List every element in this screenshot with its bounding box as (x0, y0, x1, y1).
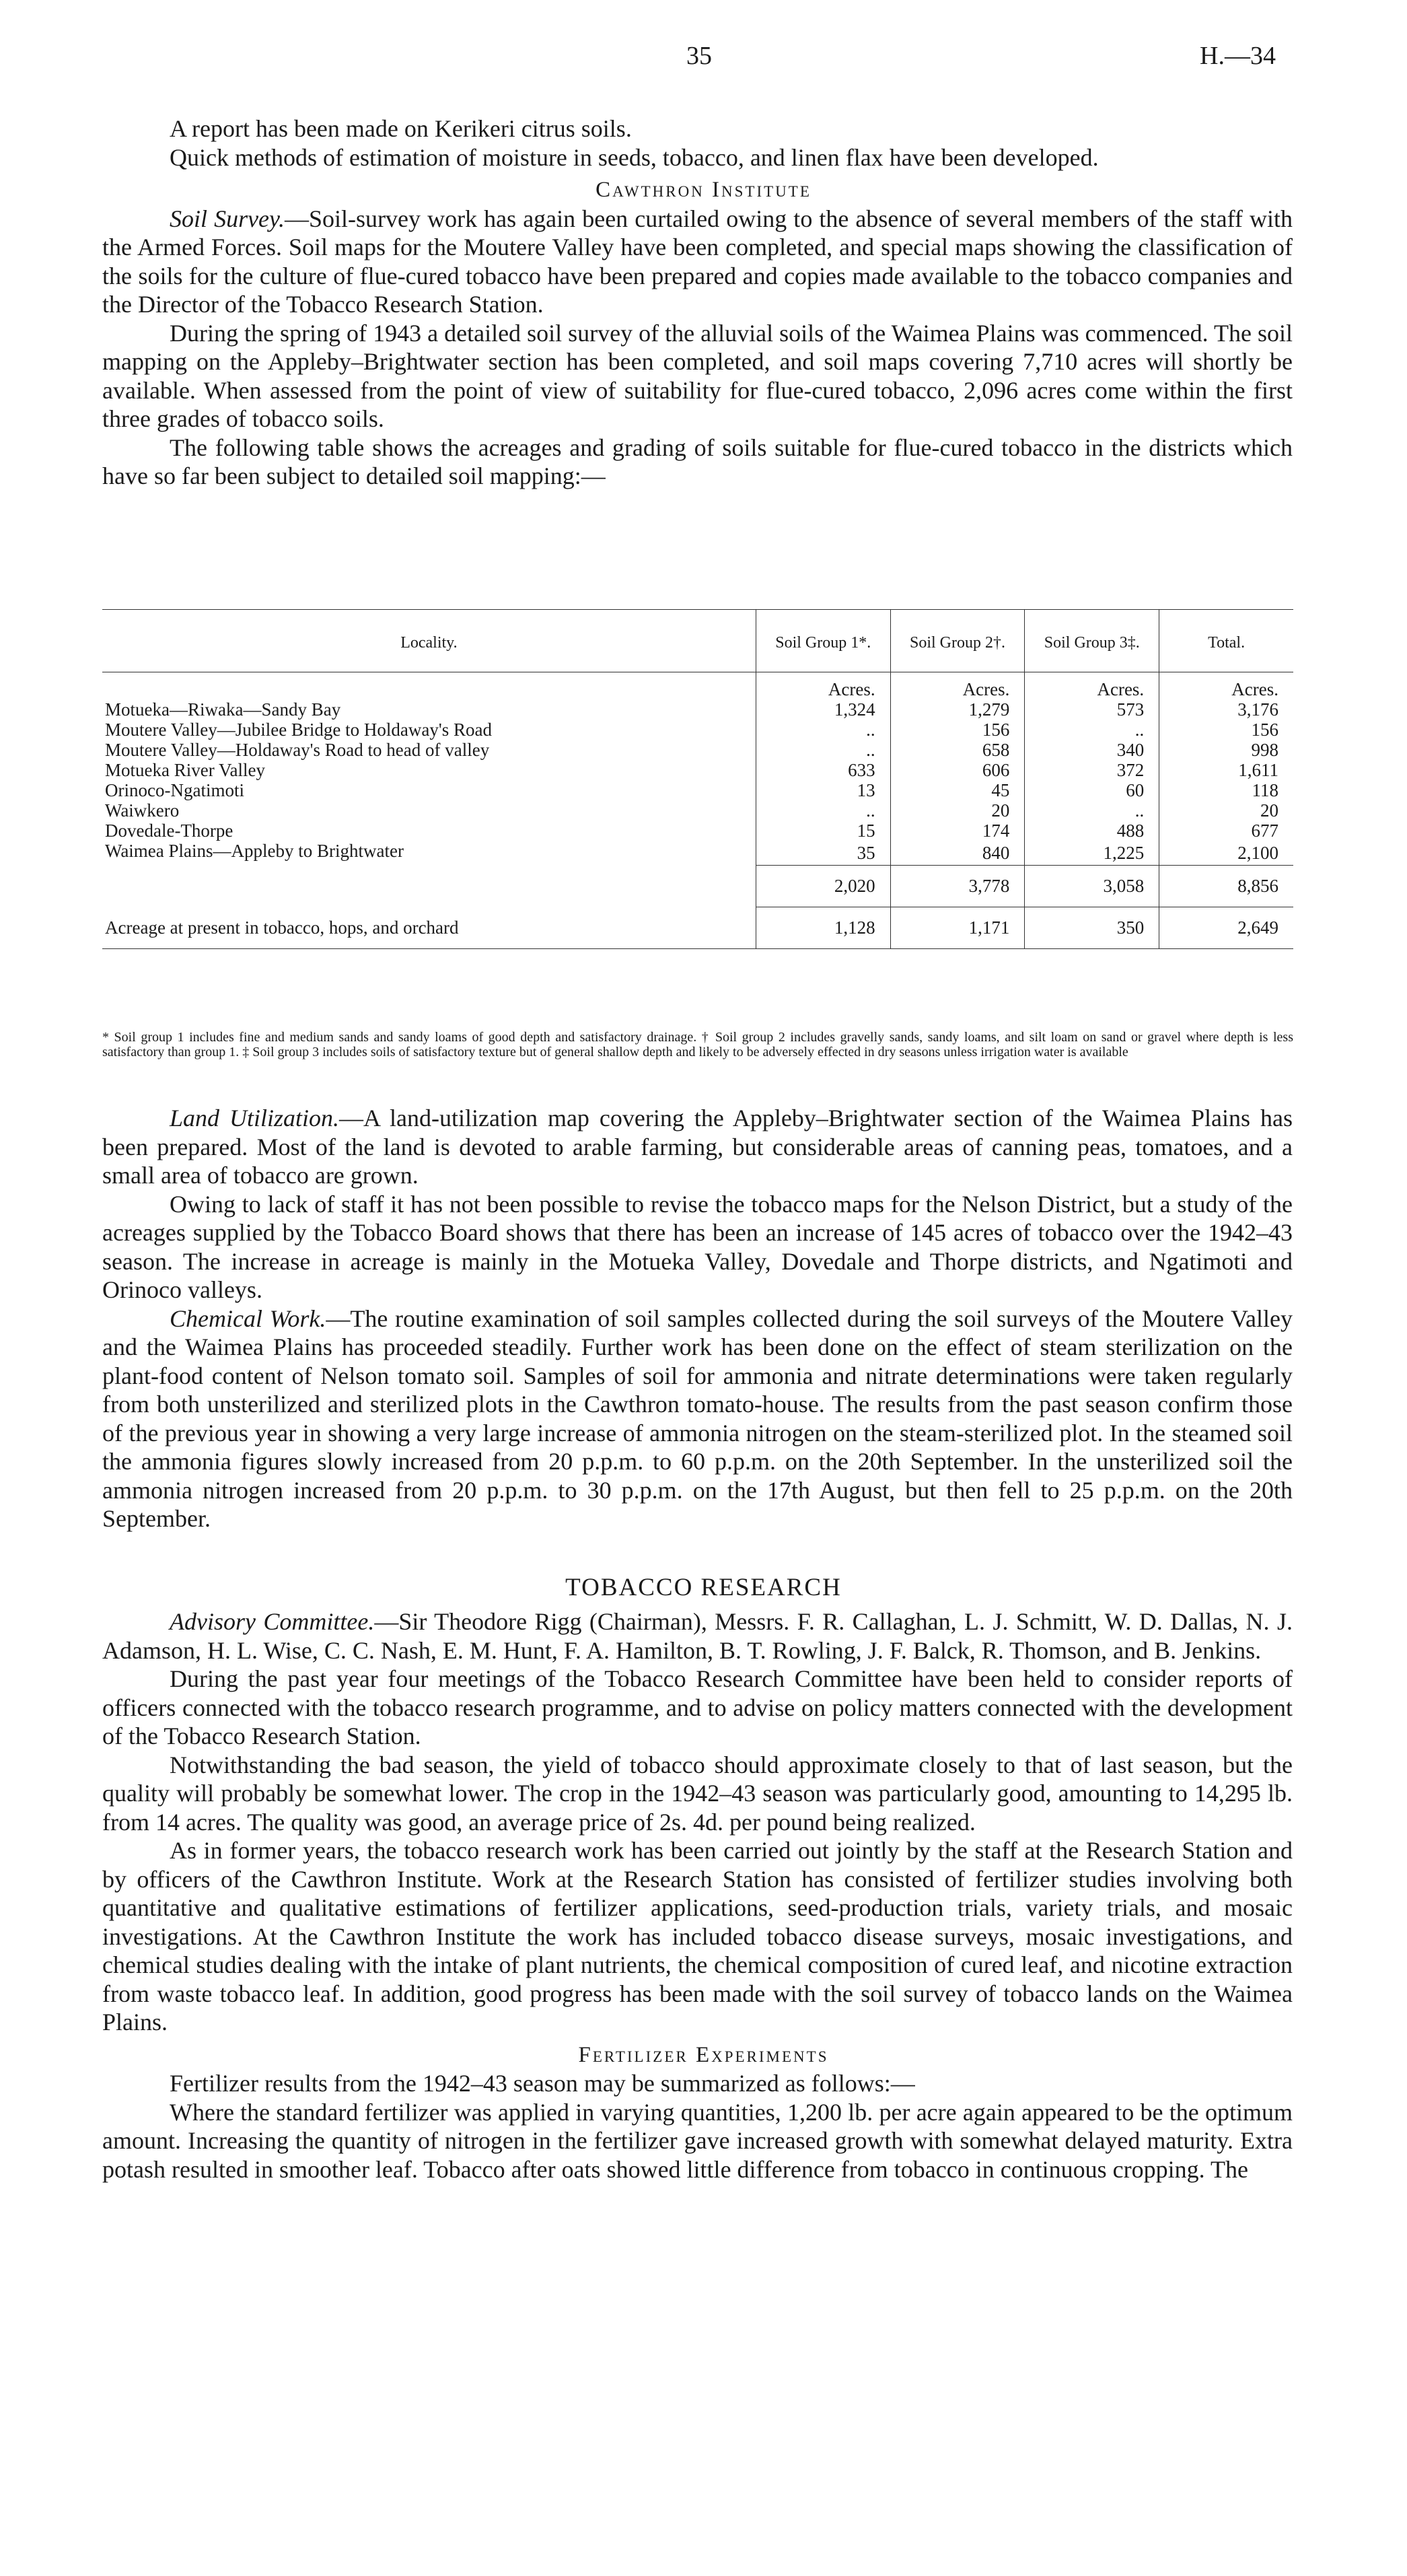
units-cell: Acres. (756, 672, 890, 700)
total-cell: 3,176 (1159, 699, 1293, 720)
table-footnote: * Soil group 1 includes fine and medium sands and sandy loams of good depth and satisfactory drainage. † Soil group 2 includes gravelly sands, sandy loams, and silt loam on sand or gravel where depth is less satisfactory than group 1. ‡ Soil group 3 includes soils of satisfactory texture but of general shallow depth and likely to be adversely effected in dry seasons unless irrigation water is available (102, 1030, 1293, 1059)
group-3-cell: 372 (1025, 760, 1159, 780)
present-label: Acreage at present in tobacco, hops, and orchard (102, 907, 756, 948)
group-2-cell: 658 (890, 740, 1025, 760)
locality-cell: Orinoco-Ngatimoti (105, 780, 244, 800)
table-row (102, 780, 1293, 800)
table-row (102, 699, 1293, 720)
total-cell: 1,611 (1159, 760, 1293, 780)
locality-cell: Moutere Valley—Jubilee Bridge to Holdaway's Road (105, 720, 493, 740)
present-group-3: 350 (1025, 907, 1159, 948)
table-row (102, 740, 1293, 760)
chemical-work-paragraph (0, 1304, 1407, 1533)
units-cell: Acres. (1159, 672, 1293, 700)
group-1-cell: 15 (756, 821, 890, 841)
group-3-cell: 1,225 (1025, 841, 1159, 865)
table-row (102, 720, 1293, 740)
table-row (102, 841, 1293, 865)
column-header-group-2: Soil Group 2†. (890, 610, 1025, 672)
section-heading-tobacco-research: TOBACCO RESEARCH (565, 1573, 842, 1601)
group-2-cell: 1,279 (890, 699, 1025, 720)
units-cell: Acres. (890, 672, 1025, 700)
column-header-group-3: Soil Group 3‡. (1025, 610, 1159, 672)
group-1-cell: 13 (756, 780, 890, 800)
total-cell: 998 (1159, 740, 1293, 760)
body-section (0, 1104, 1407, 2184)
table-row (102, 760, 1293, 780)
locality-cell: Dovedale-Thorpe (105, 821, 233, 841)
group-2-cell: 840 (890, 841, 1025, 865)
group-1-total: 2,020 (756, 865, 890, 907)
paragraph: As in former years, the tobacco research work has been carried out jointly by the staff at the Research Station and by officers of the Cawthron Institute. Work at the Research Station has consisted of fertilizer studies involving both quantitative and qualitative estimations of fertilizer applications, seed-production trials, variety trials, and mosaic investigations. At the Cawthron Institute the work has included tobacco disease surveys, mosaic investigations, and chemical studies dealing with the intake of plant nutrients, the chemical composition of cured leaf, and nicotine extraction from waste tobacco leaf. In addition, good progress has been made with the soil survey of tobacco lands on the Waimea Plains. (102, 1837, 1293, 2035)
group-1-cell: .. (756, 740, 890, 760)
group-2-cell: 174 (890, 821, 1025, 841)
soil-acreage-table (102, 609, 1293, 949)
table-cell (102, 865, 756, 907)
group-3-total: 3,058 (1025, 865, 1159, 907)
paragraph: The following table shows the acreages and grading of soils suitable for flue-cured tobacco in the districts which have so far been subject to detailed soil mapping:— (102, 433, 1293, 489)
paragraph: During the past year four meetings of the Tobacco Research Committee have been held to consider reports of officers connected with the tobacco research programme, and to advise on policy matters connected with the development of the Tobacco Research Station. (102, 1665, 1293, 1749)
locality-cell: Motueka—Riwaka—Sandy Bay (105, 699, 341, 720)
paragraph: Notwithstanding the bad season, the yield of tobacco should approximate closely to that of last season, but the quality will probably be somewhat lower. The crop in the 1942–43 season was particularly good, amounting to 14,295 lb. from 14 acres. The quality was good, an average price of 2s. 4d. per pound being realized. (102, 1751, 1293, 1836)
present-group-2: 1,171 (890, 907, 1025, 948)
paragraph: Owing to lack of staff it has not been possible to revise the tobacco maps for the Nelson District, but a study of the acreages supplied by the Tobacco Board shows that there has been an increase of 145 acres of tobacco over the 1942–43 season. The increase in acreage is mainly in the Motueka Valley, Dovedale and Thorpe districts, and Ngatimoti and Orinoco valleys. (102, 1190, 1293, 1303)
locality-cell: Motueka River Valley (105, 760, 265, 780)
locality-cell: Moutere Valley—Holdaway's Road to head of valley (105, 740, 490, 760)
total-cell: 118 (1159, 780, 1293, 800)
totals-row (102, 865, 1293, 907)
chemical-work-title: Chemical Work. (170, 1304, 326, 1332)
total-cell: 20 (1159, 800, 1293, 821)
page-number: 35 (686, 42, 712, 70)
land-utilization-paragraph (0, 1104, 1407, 1190)
group-3-cell: .. (1025, 800, 1159, 821)
column-header-locality: Locality. (400, 634, 458, 652)
group-1-cell: 1,324 (756, 699, 890, 720)
present-group-1: 1,128 (756, 907, 890, 948)
total-cell: 2,100 (1159, 841, 1293, 865)
soil-survey-text: —Soil-survey work has again been curtailed owing to the absence of several members of the staff with the Armed Forces. Soil maps for the Moutere Valley have been completed, and special maps showing the classification of the soils for the culture of flue-cured tobacco have been prepared and copies made available to the tobacco companies and the Director of the Tobacco Research Station. (102, 205, 1293, 318)
soil-survey-title: Soil Survey. (170, 205, 285, 232)
group-2-cell: 606 (890, 760, 1025, 780)
column-header-total: Total. (1159, 610, 1293, 672)
units-cell: Acres. (1025, 672, 1159, 700)
advisory-committee-title: Advisory Committee. (170, 1608, 375, 1635)
land-utilization-title: Land Utilization. (170, 1105, 340, 1132)
soil-survey-paragraph (0, 205, 1407, 319)
table-cell (102, 672, 756, 700)
group-1-cell: .. (756, 800, 890, 821)
group-3-cell: 488 (1025, 821, 1159, 841)
land-utilization-text: —A land-utilization map covering the Appleby–Brightwater section of the Waimea Plains has been prepared. Most of the land is devoted to arable farming, but considerable areas of canning peas, tomatoes, and a small area of tobacco are grown. (102, 1105, 1293, 1189)
group-2-cell: 156 (890, 720, 1025, 740)
group-2-total: 3,778 (890, 865, 1025, 907)
paragraph: During the spring of 1943 a detailed soil survey of the alluvial soils of the Waimea Plains was commenced. The soil mapping on the Appleby–Brightwater section has been completed, and soil maps covering 7,710 acres will shortly be available. When assessed from the point of view of suitability for flue-cured tobacco, 2,096 acres come within the first three grades of tobacco soils. (102, 319, 1293, 432)
group-1-cell: .. (756, 720, 890, 740)
chemical-work-text: —The routine examination of soil samples collected during the soil surveys of the Moutere Valley and the Waimea Plains has proceeded steadily. Further work has been done on the effect of steam sterilization on the plant-food content of Nelson tomato soil. Samples of soil for ammonia and nitrate determinations were taken regularly from both unsterilized and sterilized plots in the Cawthron tomato-house. The results from the past season confirm those of the previous year in showing a very large increase of ammonia nitrogen on the steam-sterilized plot. In the steamed soil the ammonia figures slowly increased from 20 p.p.m. to 60 p.p.m. on the 20th September. In the unsterilized soil the ammonia nitrogen increased from 20 p.p.m. to 30 p.p.m. on the 17th August, but then fell to 25 p.p.m. on the 20th September. (102, 1304, 1293, 1532)
table-row (102, 821, 1293, 841)
intro-paragraph: Quick methods of estimation of moisture in seeds, tobacco, and linen flax have been developed. (170, 143, 1099, 171)
present-total: 2,649 (1159, 907, 1293, 948)
total-cell: 156 (1159, 720, 1293, 740)
group-1-cell: 35 (756, 841, 890, 865)
advisory-committee-paragraph (0, 1607, 1407, 1665)
intro-paragraph: A report has been made on Kerikeri citrus soils. (170, 115, 632, 142)
group-2-cell: 45 (890, 780, 1025, 800)
intro-section (0, 114, 1407, 491)
total-cell: 677 (1159, 821, 1293, 841)
group-1-cell: 633 (756, 760, 890, 780)
paragraph: Where the standard fertilizer was applied in varying quantities, 1,200 lb. per acre again appeared to be the optimum amount. Increasing the quantity of nitrogen in the fertilizer gave increased growth with somewhat delayed maturity. Extra potash resulted in smoother leaf. Tobacco after oats showed little difference from tobacco in continuous cropping. The (102, 2098, 1293, 2183)
locality-cell: Waimea Plains—Appleby to Brightwater (105, 841, 404, 861)
present-acreage-row (102, 907, 1293, 948)
group-3-cell: .. (1025, 720, 1159, 740)
column-header-group-1: Soil Group 1*. (756, 610, 890, 672)
group-3-cell: 573 (1025, 699, 1159, 720)
document-reference: H.—34 (1200, 42, 1276, 70)
group-2-cell: 20 (890, 800, 1025, 821)
paragraph: Fertilizer results from the 1942–43 season may be summarized as follows:— (170, 2070, 915, 2097)
group-3-cell: 60 (1025, 780, 1159, 800)
grand-total: 8,856 (1159, 865, 1293, 907)
advisory-committee-text: —Sir Theodore Rigg (Chairman), Messrs. F. R. Callaghan, L. J. Schmitt, W. D. Dallas, N. J. Adamson, H. L. Wise, C. C. Nash, E. M. Hunt, F. A. Hamilton, B. T. Rowling, J. F. Balck, R. Thomson, and B. Jenkins. (102, 1608, 1293, 1664)
locality-cell: Waiwkero (105, 800, 180, 821)
section-heading-cawthron: Cawthron Institute (596, 178, 811, 202)
section-heading-fertilizer: Fertilizer Experiments (578, 2042, 829, 2067)
group-3-cell: 340 (1025, 740, 1159, 760)
table-row (102, 800, 1293, 821)
